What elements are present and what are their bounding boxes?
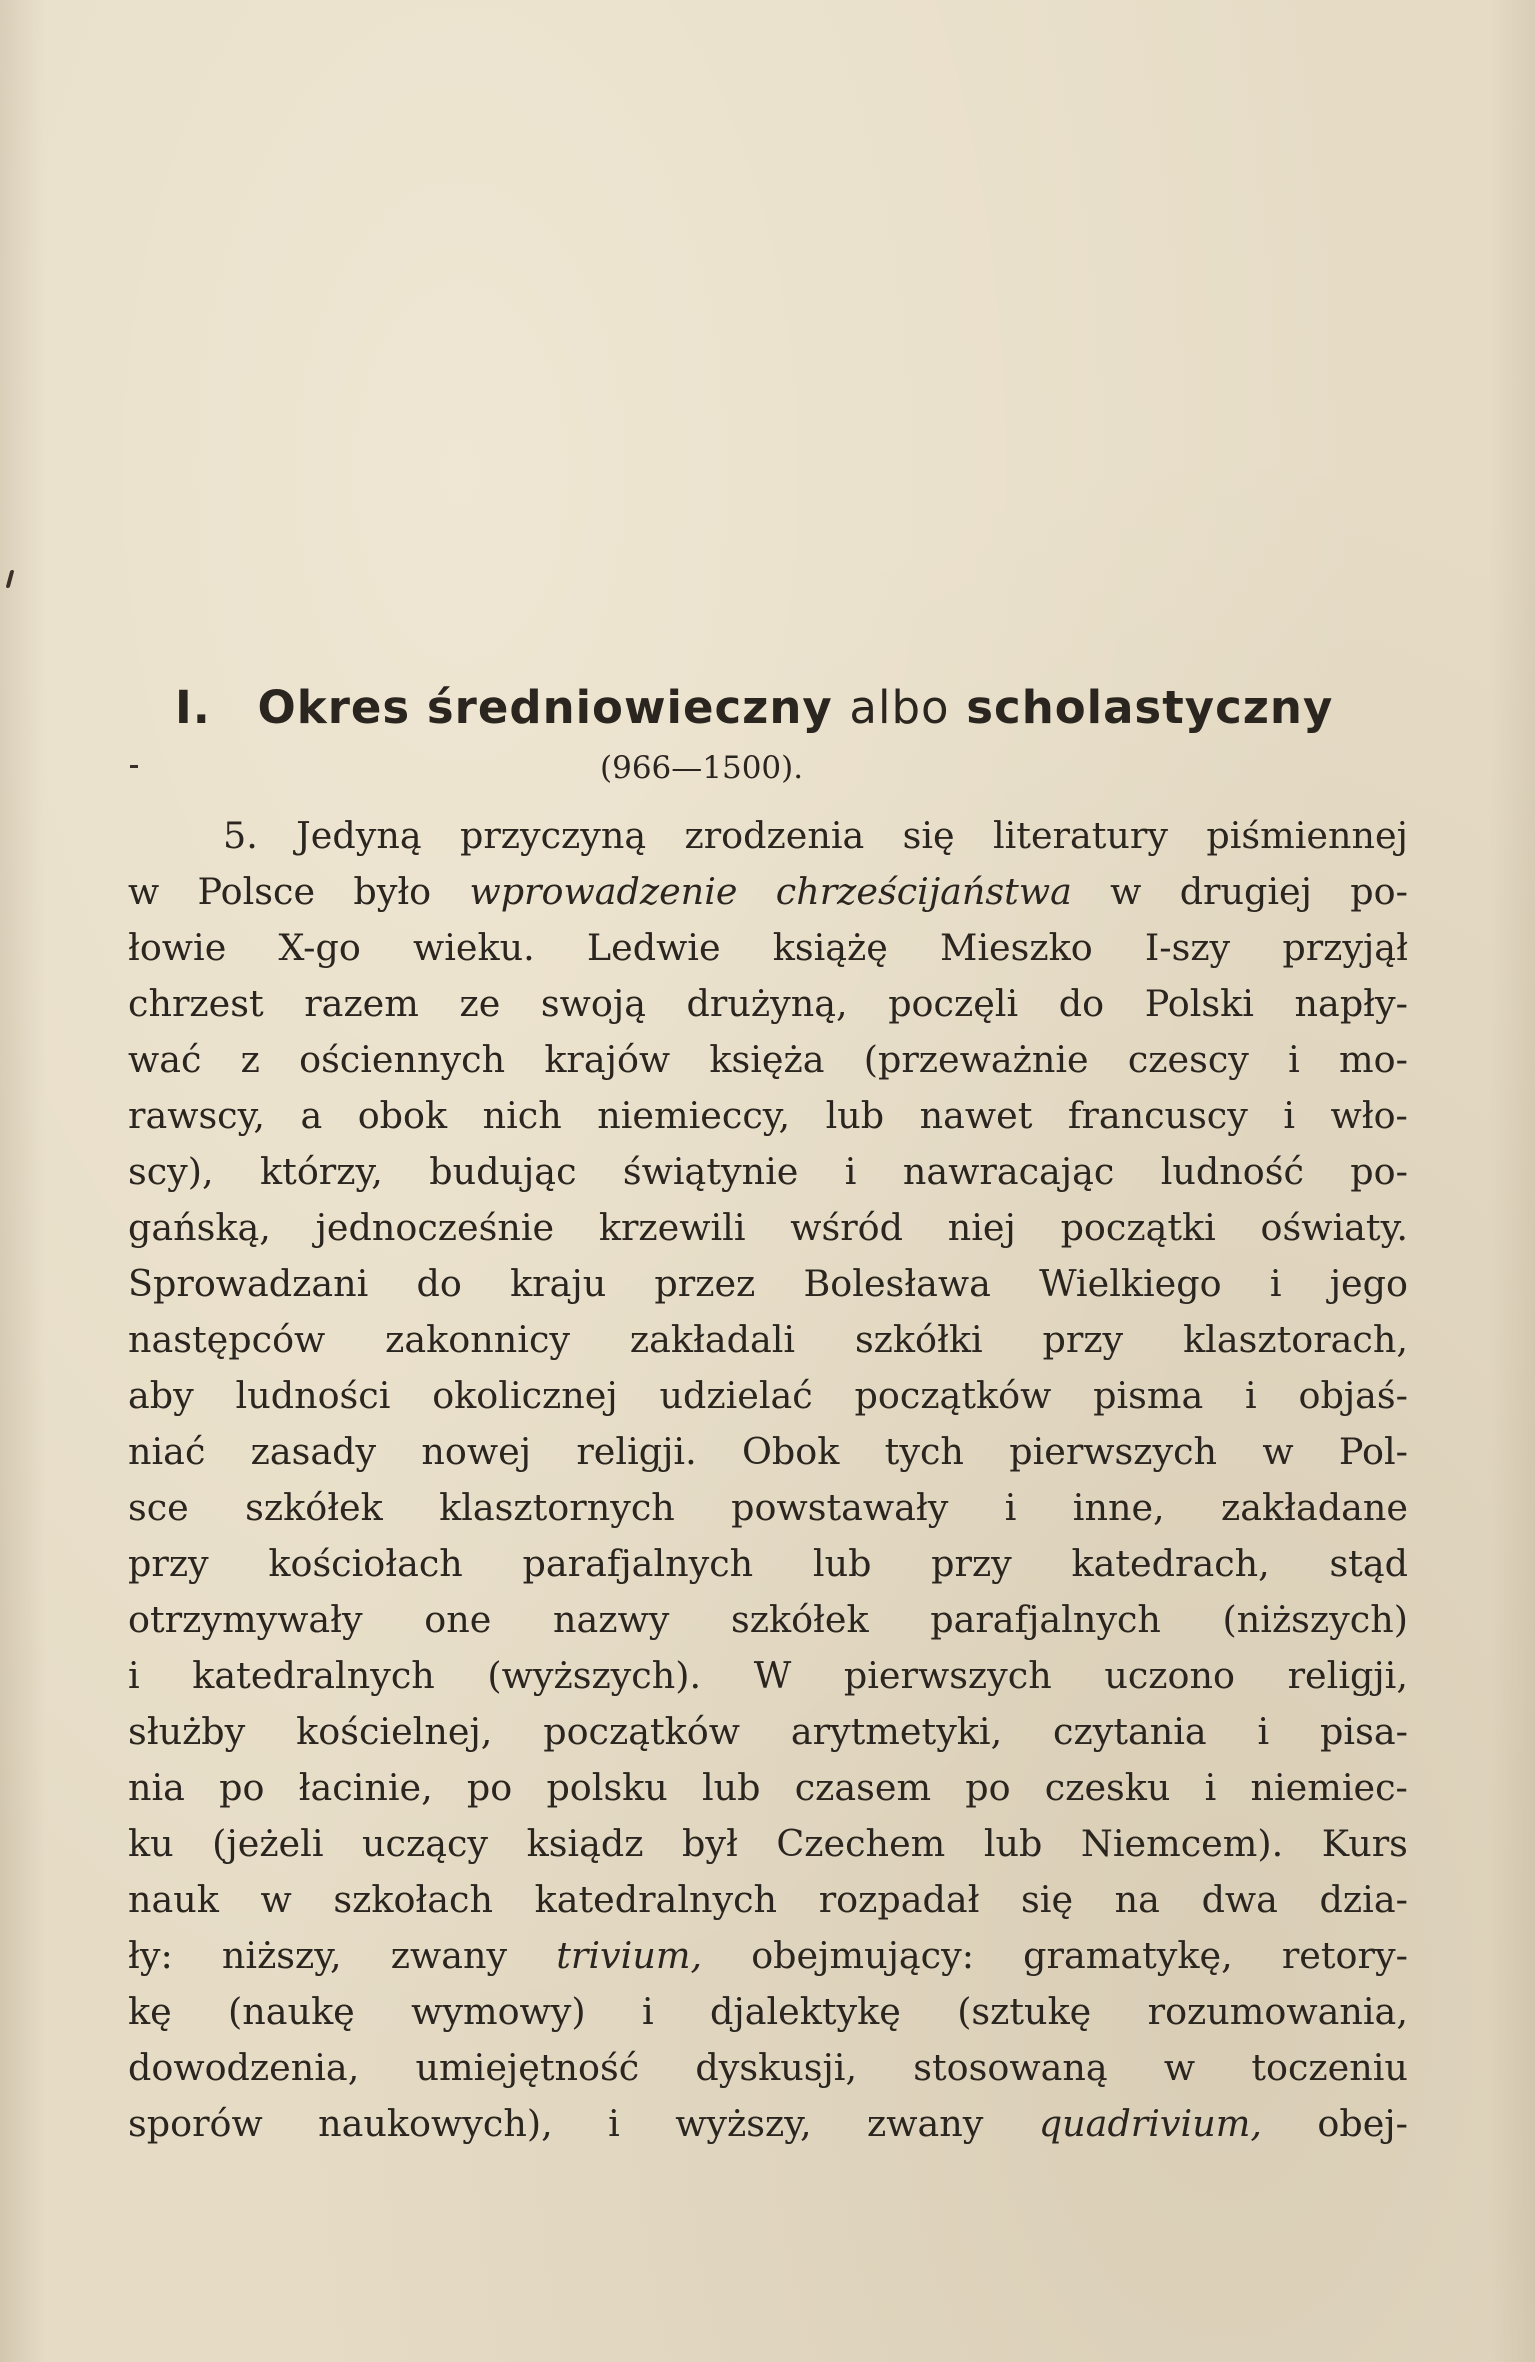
text-line — [128, 1424, 1408, 1480]
word: po — [219, 1766, 265, 1809]
word: rozumowania, — [1147, 1990, 1408, 2033]
word: pisma — [1093, 1374, 1204, 1417]
word: wprowadzenie — [469, 870, 738, 913]
word: wyższy, — [675, 2102, 812, 2145]
word: sce — [128, 1486, 189, 1529]
word: gańską, — [128, 1206, 271, 1249]
word: umiejętność — [415, 2046, 640, 2089]
word: katedralnych — [534, 1878, 778, 1921]
word: na — [1114, 1878, 1160, 1921]
word: retory- — [1281, 1934, 1408, 1977]
word: (naukę — [228, 1990, 355, 2033]
word: niższy, — [221, 1934, 342, 1977]
word: pierwszych — [843, 1654, 1052, 1697]
word: i — [1204, 1766, 1217, 1809]
word: Kurs — [1321, 1822, 1408, 1865]
chapter-title-part2: scholastyczny — [966, 681, 1334, 734]
word: w — [260, 1878, 292, 1921]
word: krzewili — [598, 1206, 746, 1249]
word: quadrivium, — [1038, 2102, 1262, 2145]
word: do — [416, 1262, 462, 1305]
word: (sztukę — [957, 1990, 1092, 2033]
ink-tick — [130, 765, 138, 768]
word: obejmujący: — [751, 1934, 975, 1977]
word: one — [424, 1598, 492, 1641]
word: drugiej — [1179, 870, 1312, 913]
word: łowie — [128, 926, 227, 969]
word: Jedyną — [296, 814, 422, 857]
word: razem — [304, 982, 419, 1025]
text-line — [128, 1256, 1408, 1312]
word: Ledwie — [586, 926, 721, 969]
text-line — [128, 1480, 1408, 1536]
word: przyjął — [1282, 926, 1408, 969]
word: łacinie, — [298, 1766, 433, 1809]
word: X-go — [278, 926, 361, 969]
word: polsku — [546, 1766, 668, 1809]
chapter-dates: (966—1500). — [600, 750, 804, 786]
word: zwany — [867, 2102, 984, 2145]
word: nazwy — [552, 1598, 670, 1641]
word: nauk — [128, 1878, 219, 1921]
word: krajów — [544, 1038, 671, 1081]
word: przez — [654, 1262, 756, 1305]
word: zakładane — [1221, 1486, 1408, 1529]
word: w — [128, 870, 160, 913]
word: a — [300, 1094, 323, 1137]
word: czescy — [1127, 1038, 1249, 1081]
word: wać — [128, 1038, 202, 1081]
text-line — [128, 976, 1408, 1032]
word: dowodzenia, — [128, 2046, 360, 2089]
word: kę — [128, 1990, 172, 2033]
word: obok — [357, 1094, 448, 1137]
word: po — [965, 1766, 1011, 1809]
word: lub — [825, 1094, 885, 1137]
word: i — [128, 1654, 140, 1697]
word: lub — [812, 1542, 872, 1585]
word: przy — [1042, 1318, 1124, 1361]
word: swoją — [540, 982, 646, 1025]
word: Czechem — [776, 1822, 946, 1865]
word: po- — [1350, 1150, 1408, 1193]
word: wymowy) — [411, 1990, 586, 2033]
word: kraju — [510, 1262, 607, 1305]
word: stąd — [1329, 1542, 1408, 1585]
word: objaś- — [1298, 1374, 1408, 1417]
word: dzia- — [1319, 1878, 1408, 1921]
word: powstawały — [731, 1486, 949, 1529]
word: którzy, — [260, 1150, 383, 1193]
text-line — [128, 1648, 1408, 1704]
word: i — [844, 1150, 857, 1193]
word: ksiądz — [526, 1822, 644, 1865]
text-line — [128, 1760, 1408, 1816]
word: czasem — [794, 1766, 932, 1809]
word: (niższych) — [1222, 1598, 1408, 1641]
word: rozpadał — [818, 1878, 980, 1921]
text-line — [128, 1984, 1408, 2040]
word: uczący — [362, 1822, 489, 1865]
word: poczęli — [888, 982, 1019, 1025]
word: i — [642, 1990, 654, 2033]
word: czytania — [1053, 1710, 1207, 1753]
word: literatury — [992, 814, 1169, 857]
word: i — [1269, 1262, 1282, 1305]
word: ze — [459, 982, 501, 1025]
word: ły: — [128, 1934, 173, 1977]
text-line — [128, 1816, 1408, 1872]
word: ludność — [1160, 1150, 1304, 1193]
word: wśród — [790, 1206, 904, 1249]
text-line — [128, 2040, 1408, 2096]
word: 5. — [223, 814, 258, 857]
word: i — [1257, 1710, 1270, 1753]
word: do — [1058, 982, 1105, 1025]
word: Obok — [742, 1430, 840, 1473]
word: nawracając — [902, 1150, 1115, 1193]
word: wło- — [1330, 1094, 1408, 1137]
text-line — [128, 1928, 1408, 1984]
word: przyczyną — [459, 814, 647, 857]
chapter-heading — [175, 680, 1334, 736]
text-line — [128, 1032, 1408, 1088]
word: pierwszych — [1009, 1430, 1218, 1473]
word: Wielkiego — [1039, 1262, 1222, 1305]
word: tych — [884, 1430, 964, 1473]
word: przy — [931, 1542, 1012, 1585]
word: inne, — [1072, 1486, 1165, 1529]
word: francuscy — [1067, 1094, 1248, 1137]
word: ku — [128, 1822, 174, 1865]
text-line — [128, 1704, 1408, 1760]
word: scy), — [128, 1150, 214, 1193]
word: zakonnicy — [385, 1318, 571, 1361]
word: rawscy, — [128, 1094, 265, 1137]
chapter-number: I. — [175, 681, 211, 734]
word: stosowaną — [913, 2046, 1108, 2089]
word: ościennych — [299, 1038, 506, 1081]
paragraph-5 — [128, 808, 1408, 2152]
word: nia — [128, 1766, 185, 1809]
word: po- — [1350, 870, 1408, 913]
word: katedralnych — [192, 1654, 435, 1697]
word: przy — [128, 1542, 209, 1585]
word: trivium, — [556, 1934, 703, 1977]
word: kościelnej, — [296, 1710, 493, 1753]
chapter-title-conjunction: albo — [849, 681, 950, 734]
word: nowej — [421, 1430, 532, 1473]
text-line — [128, 1592, 1408, 1648]
word: budując — [429, 1150, 577, 1193]
word: drużyną, — [686, 982, 848, 1025]
word: zasady — [250, 1430, 377, 1473]
word: pisa- — [1320, 1710, 1408, 1753]
word: toczeniu — [1251, 2046, 1408, 2089]
word: w — [1262, 1430, 1294, 1473]
word: szkółki — [854, 1318, 983, 1361]
text-line — [128, 808, 1408, 864]
word: jego — [1329, 1262, 1408, 1305]
word: zakładali — [629, 1318, 796, 1361]
word: dwa — [1201, 1878, 1278, 1921]
word: religji, — [1287, 1654, 1408, 1697]
word: naukowych), — [318, 2102, 553, 2145]
word: następców — [128, 1318, 326, 1361]
word: oświaty. — [1260, 1206, 1408, 1249]
word: gramatykę, — [1023, 1934, 1233, 1977]
word: niać — [128, 1430, 206, 1473]
word: parafjalnych — [522, 1542, 754, 1585]
word: się — [1021, 1878, 1074, 1921]
chapter-title-part1: Okres średniowieczny — [257, 681, 833, 734]
word: udzielać — [659, 1374, 813, 1417]
word: z — [240, 1038, 260, 1081]
word: Niemcem). — [1080, 1822, 1284, 1865]
word: i — [1288, 1038, 1300, 1081]
text-line — [128, 864, 1408, 920]
word: i — [608, 2102, 620, 2145]
word: szkółek — [730, 1598, 869, 1641]
word: się — [902, 814, 955, 857]
word: nawet — [919, 1094, 1033, 1137]
word: i — [1283, 1094, 1296, 1137]
word: zrodzenia — [684, 814, 865, 857]
word: nich — [482, 1094, 562, 1137]
text-line — [128, 1088, 1408, 1144]
text-line — [128, 1536, 1408, 1592]
text-line — [128, 1368, 1408, 1424]
text-line — [128, 1200, 1408, 1256]
word: Polski — [1144, 982, 1254, 1025]
word: chrześcijaństwa — [775, 870, 1072, 913]
word: książę — [772, 926, 888, 969]
text-line — [128, 2096, 1408, 2152]
word: w — [1163, 2046, 1196, 2089]
word: szkołach — [333, 1878, 493, 1921]
word: w — [1110, 870, 1142, 913]
word: niej — [947, 1206, 1016, 1249]
text-line — [128, 920, 1408, 976]
word: niemiec- — [1250, 1766, 1408, 1809]
word: (przeważnie — [863, 1038, 1089, 1081]
word: uczono — [1104, 1654, 1235, 1697]
word: (wyższych). — [487, 1654, 702, 1697]
word: piśmiennej — [1206, 814, 1408, 857]
word: było — [353, 870, 432, 913]
word: I-szy — [1144, 926, 1231, 969]
text-line — [128, 1144, 1408, 1200]
word: religji. — [576, 1430, 697, 1473]
word: napły- — [1294, 982, 1408, 1025]
word: klasztorach, — [1183, 1318, 1408, 1361]
word: wieku. — [412, 926, 535, 969]
word: W — [753, 1654, 792, 1697]
word: klasztornych — [439, 1486, 675, 1529]
word: aby — [128, 1374, 194, 1417]
word: i — [1004, 1486, 1017, 1529]
word: (jeżeli — [212, 1822, 324, 1865]
word: sporów — [128, 2102, 263, 2145]
word: Sprowadzani — [128, 1262, 369, 1305]
word: czesku — [1044, 1766, 1171, 1809]
word: otrzymywały — [128, 1598, 363, 1641]
word: był — [682, 1822, 738, 1865]
word: Mieszko — [940, 926, 1093, 969]
word: katedrach, — [1071, 1542, 1270, 1585]
text-line — [128, 1872, 1408, 1928]
word: ludności — [235, 1374, 391, 1417]
word: zwany — [390, 1934, 508, 1977]
word: początków — [543, 1710, 740, 1753]
word: świątynie — [622, 1150, 799, 1193]
word: księża — [709, 1038, 825, 1081]
word: Pol- — [1338, 1430, 1408, 1473]
word: niemieccy, — [597, 1094, 791, 1137]
word: lub — [983, 1822, 1043, 1865]
word: mo- — [1339, 1038, 1408, 1081]
word: djalektykę — [710, 1990, 901, 2033]
word: służby — [128, 1710, 246, 1753]
word: chrzest — [128, 982, 264, 1025]
word: Polsce — [197, 870, 316, 913]
word: początków — [854, 1374, 1052, 1417]
word: i — [1245, 1374, 1257, 1417]
word: lub — [701, 1766, 761, 1809]
word: parafjalnych — [930, 1598, 1161, 1641]
word: arytmetyki, — [790, 1710, 1003, 1753]
word: jednocześnie — [315, 1206, 555, 1249]
word: okolicznej — [432, 1374, 618, 1417]
text-line — [128, 1312, 1408, 1368]
word: Bolesława — [803, 1262, 991, 1305]
word: szkółek — [245, 1486, 383, 1529]
word: obej- — [1317, 2102, 1408, 2145]
word: początki — [1060, 1206, 1216, 1249]
word: po — [466, 1766, 513, 1809]
ink-mark — [6, 570, 15, 588]
word: kościołach — [268, 1542, 463, 1585]
word: dyskusji, — [695, 2046, 858, 2089]
